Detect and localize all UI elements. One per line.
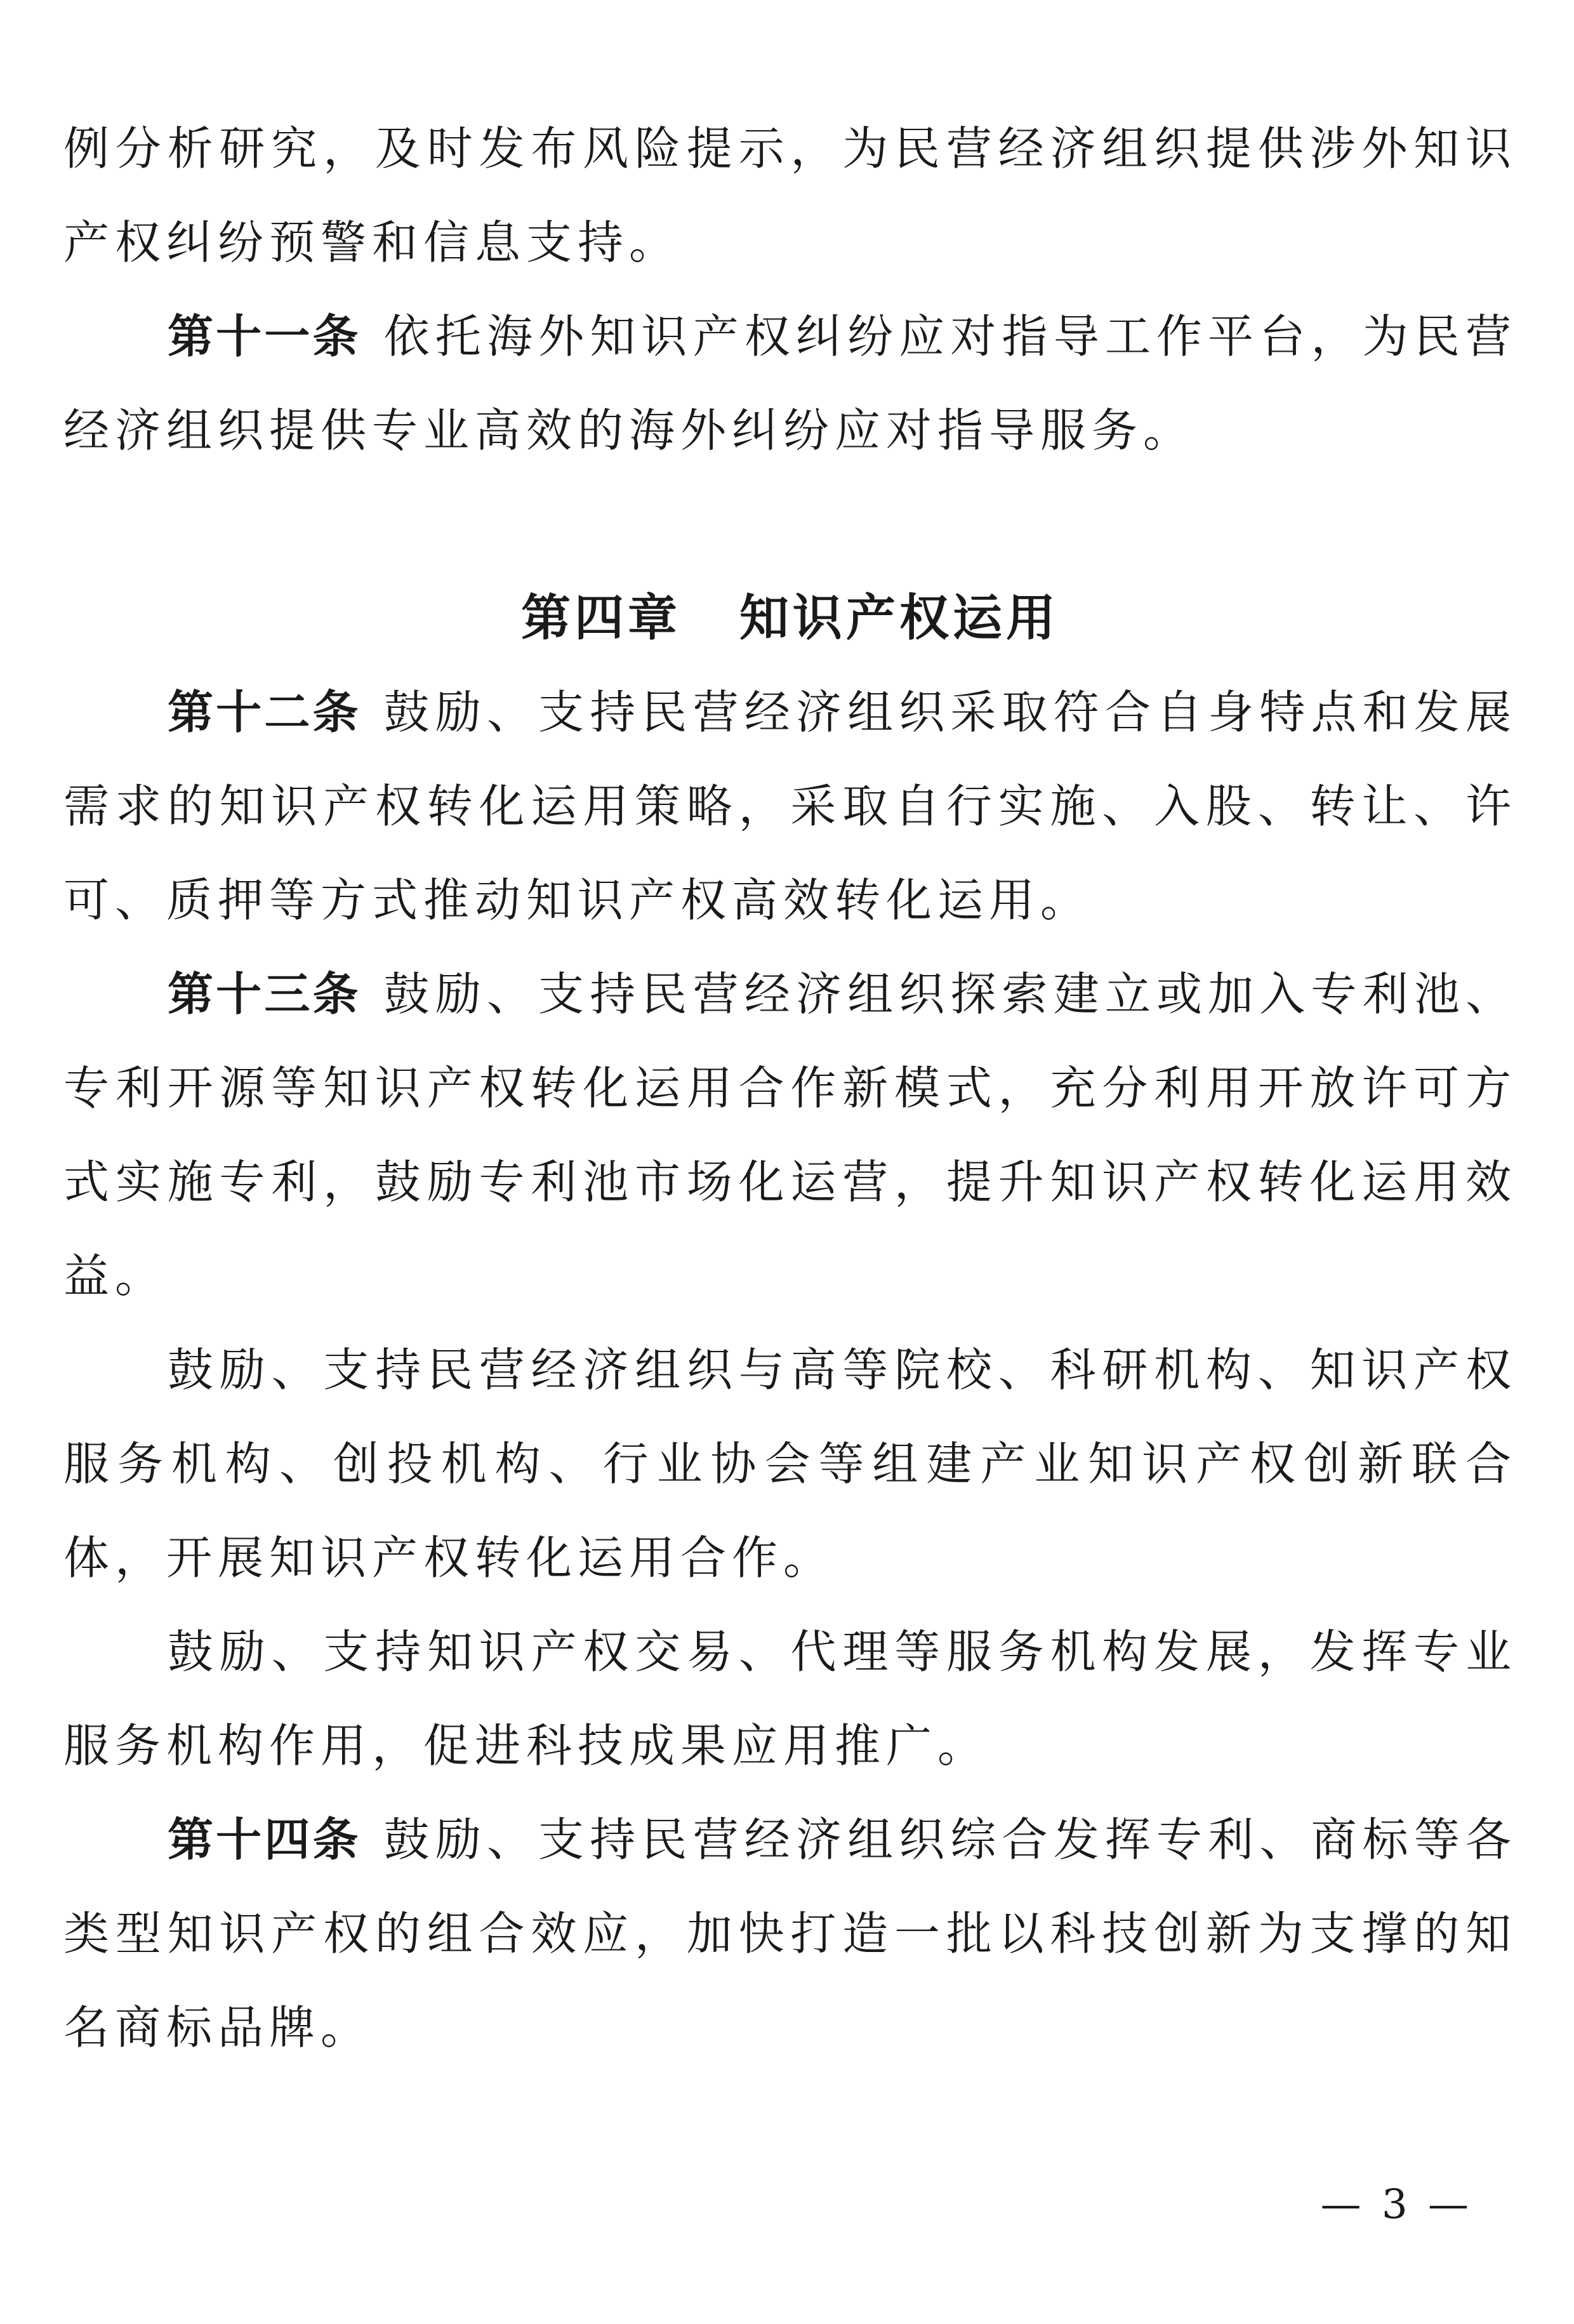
paragraph-continued: [63, 102, 1517, 289]
article-14: [63, 1793, 1517, 2075]
article-text: 依托海外知识产权纠纷应对指导工作平台，为民营经济组织提供专业高效的海外纠纷应对指导服务。: [63, 310, 1517, 457]
chapter-number: 第四章: [520, 590, 681, 647]
chapter-title: 知识产权运用: [739, 590, 1060, 647]
article-11: [63, 289, 1517, 477]
spacer: [63, 477, 1517, 571]
paragraph-text: 鼓励、支持民营经济组织与高等院校、科研机构、知识产权服务机构、创投机构、行业协会等组建产业知识产权创新联合体，开展知识产权转化运用合作。: [63, 1343, 1517, 1584]
chapter-heading: [63, 571, 1517, 665]
paragraph-text: 鼓励、支持知识产权交易、代理等服务机构发展，发挥专业服务机构作用，促进科技成果应用推广。: [63, 1625, 1517, 1772]
article-number: 第十四条: [168, 1813, 361, 1866]
page-number: — 3 —: [1320, 2181, 1472, 2228]
document-body: [63, 102, 1517, 2075]
article-13: [63, 947, 1517, 1323]
article-number: 第十三条: [168, 967, 361, 1021]
article-12: [63, 665, 1517, 947]
paragraph: [63, 1323, 1517, 1605]
article-text: 鼓励、支持民营经济组织探索建立或加入专利池、专利开源等知识产权转化运用合作新模式，充分利用开放许可方式实施专利，鼓励专利池市场化运营，提升知识产权转化运用效益。: [63, 967, 1517, 1303]
article-number: 第十二条: [168, 686, 361, 739]
article-text: 鼓励、支持民营经济组织综合发挥专利、商标等各类型知识产权的组合效应，加快打造一批以科技创新为支撑的知名商标品牌。: [63, 1813, 1517, 2054]
article-text: 鼓励、支持民营经济组织采取符合自身特点和发展需求的知识产权转化运用策略，采取自行实施、入股、转让、许可、质押等方式推动知识产权高效转化运用。: [63, 686, 1517, 927]
paragraph-text: 例分析研究，及时发布风险提示，为民营经济组织提供涉外知识产权纠纷预警和信息支持。: [63, 122, 1517, 269]
paragraph: [63, 1605, 1517, 1793]
article-number: 第十一条: [168, 310, 361, 363]
